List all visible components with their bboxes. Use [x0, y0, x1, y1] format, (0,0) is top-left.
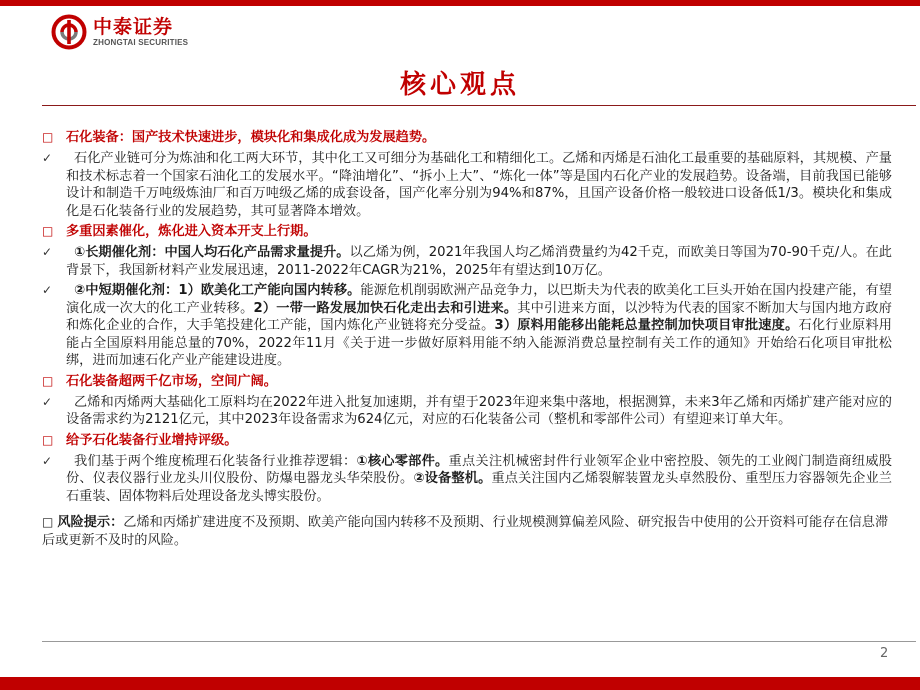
section-heading-text: 给予石化装备行业增持评级。	[66, 432, 238, 448]
bullet-text	[66, 150, 892, 220]
bullet-text-segment: 乙烯和丙烯两大基础化工原料均在2022年进入批复加速期，并有望于2023年迎来集中落地，根据测算，未来3年乙烯和丙烯扩建产能对应的设备需求约为2121亿元，其中2023年设备需求为624亿元，对应的石化装备公司（整机和零部件公司）有望迎来订单大年。	[66, 394, 892, 427]
bullet-text-emphasis: ①长期催化剂：中国人均石化产品需求量提升。	[74, 245, 350, 260]
company-name-cn: 中泰证券	[93, 16, 174, 38]
bottom-accent-bar	[0, 677, 920, 690]
bullet-text-emphasis: ②中短期催化剂：1）欧美化工产能向国内转移。	[74, 283, 361, 298]
check-mark-icon: ✓	[42, 245, 53, 259]
bullet-item	[42, 244, 892, 279]
bullet-text-emphasis: 2）一带一路发展加快石化走出去和引进来。	[253, 300, 518, 316]
page-title: 核心观点	[399, 70, 520, 100]
bullet-text-segment: 石化产业链可分为炼油和化工两大环节，其中化工又可细分为基础化工和精细化工。乙烯和丙烯是石油化工最重要的基础原料，其规模、产量和技术标志着一个国家石油化工的发展水平。“降油增化”、“拆小上大”、“炼化一体”等是国内石化产业的发展趋势。设备端，目前我国已能够设计和制造千万吨级炼油厂和百万吨级乙烯的成套设备，国产化率分别为94%和87%，且国产设备价格一般较进口设备低1/3。模块化和集成化是石化装备行业的发展趋势，其可显著降本增效。	[66, 151, 892, 219]
zhongtai-logo-icon	[51, 14, 87, 50]
title-divider	[42, 105, 916, 106]
square-bullet-icon: □	[42, 130, 54, 144]
top-accent-bar	[0, 0, 920, 6]
page-number: 2	[880, 646, 889, 661]
bullet-text-emphasis: ①核心零部件。	[356, 453, 449, 469]
bullet-text-emphasis: 3）原料用能移出能耗总量控制加快项目审批速度。	[494, 318, 799, 333]
footer-divider	[42, 641, 916, 642]
bullet-text	[66, 282, 892, 370]
bullet-text-segment: 其中引进来方面，以沙特为代表的国家不断加大与国内地方政府和炼化企业的合作，大手笔投建化工产能，国内炼化产业链将充分受益。	[66, 300, 892, 333]
section-heading-text: 多重因素催化，炼化进入资本开支上行期。	[66, 224, 317, 239]
section-heading-text: 石化装备：国产技术快速进步，模块化和集成化成为发展趋势。	[66, 130, 436, 145]
section-heading	[42, 129, 892, 146]
section-heading-text: 石化装备超两千亿市场，空间广阔。	[66, 373, 277, 389]
section-heading	[42, 432, 892, 449]
section-heading	[42, 373, 892, 390]
company-logo	[51, 14, 188, 50]
bullet-item	[42, 453, 892, 506]
check-mark-icon: ✓	[42, 151, 53, 165]
bullet-text	[66, 453, 892, 506]
section-heading	[42, 223, 892, 240]
risk-text: 乙烯和丙烯扩建进度不及预期、欧美产能向国内转移不及预期、行业规模测算偏差风险、研究报告中使用的公开资料可能存在信息滞后或更新不及时的风险。	[42, 515, 889, 548]
bullet-item	[42, 394, 892, 429]
bullet-text-emphasis: ②设备整机。	[413, 471, 492, 486]
bullet-text-segment: 能源危机削弱欧洲产品竞争力，以巴斯夫为代表的欧美化工巨头开始在国内投建产能，有望演化成一次大的化工产业转移。	[66, 283, 892, 316]
bullet-text-segment: 重点关注机械密封件行业领军企业中密控股、领先的工业阀门制造商纽威股份、仪表仪器行业龙头川仪股份、防爆电器龙头华荣股份。	[66, 453, 892, 486]
check-mark-icon: ✓	[42, 453, 53, 468]
square-bullet-icon: □	[42, 224, 54, 238]
bullet-text	[66, 244, 892, 279]
risk-label: 风险提示：	[57, 515, 124, 530]
bullet-text-segment: 我们基于两个维度梳理石化装备行业推荐逻辑：	[74, 453, 357, 469]
check-mark-icon: ✓	[42, 283, 53, 297]
bullet-item	[42, 282, 892, 370]
main-content	[42, 129, 892, 550]
company-name-en: ZHONGTAI SECURITIES	[93, 38, 189, 47]
bullet-text-segment: 以乙烯为例，2021年我国人均乙烯消费量约为42千克，而欧美日等国为70-90千克/人。在此背景下，我国新材料产业发展迅速，2011-2022年CAGR为21%，2025年有望达到10万亿。	[66, 245, 892, 278]
bullet-item	[42, 150, 892, 220]
risk-warning	[42, 513, 892, 550]
check-mark-icon: ✓	[42, 394, 53, 409]
bullet-text-segment: 石化行业原料用能占全国原料用能总量的70%，2022年11月《关于进一步做好原料用能不纳入能源消费总量控制有关工作的通知》开始给石化项目审批松绑，进而加速石化产业产能建设进度。	[66, 318, 892, 368]
square-bullet-icon: □	[42, 373, 54, 388]
bullet-text-segment: 重点关注国内乙烯裂解装置龙头卓然股份、重型压力容器领先企业兰石重装、固体物料后处理设备龙头博实股份。	[66, 471, 892, 504]
bullet-text	[66, 394, 892, 429]
square-bullet-icon: □	[42, 515, 54, 529]
square-bullet-icon: □	[42, 432, 54, 447]
